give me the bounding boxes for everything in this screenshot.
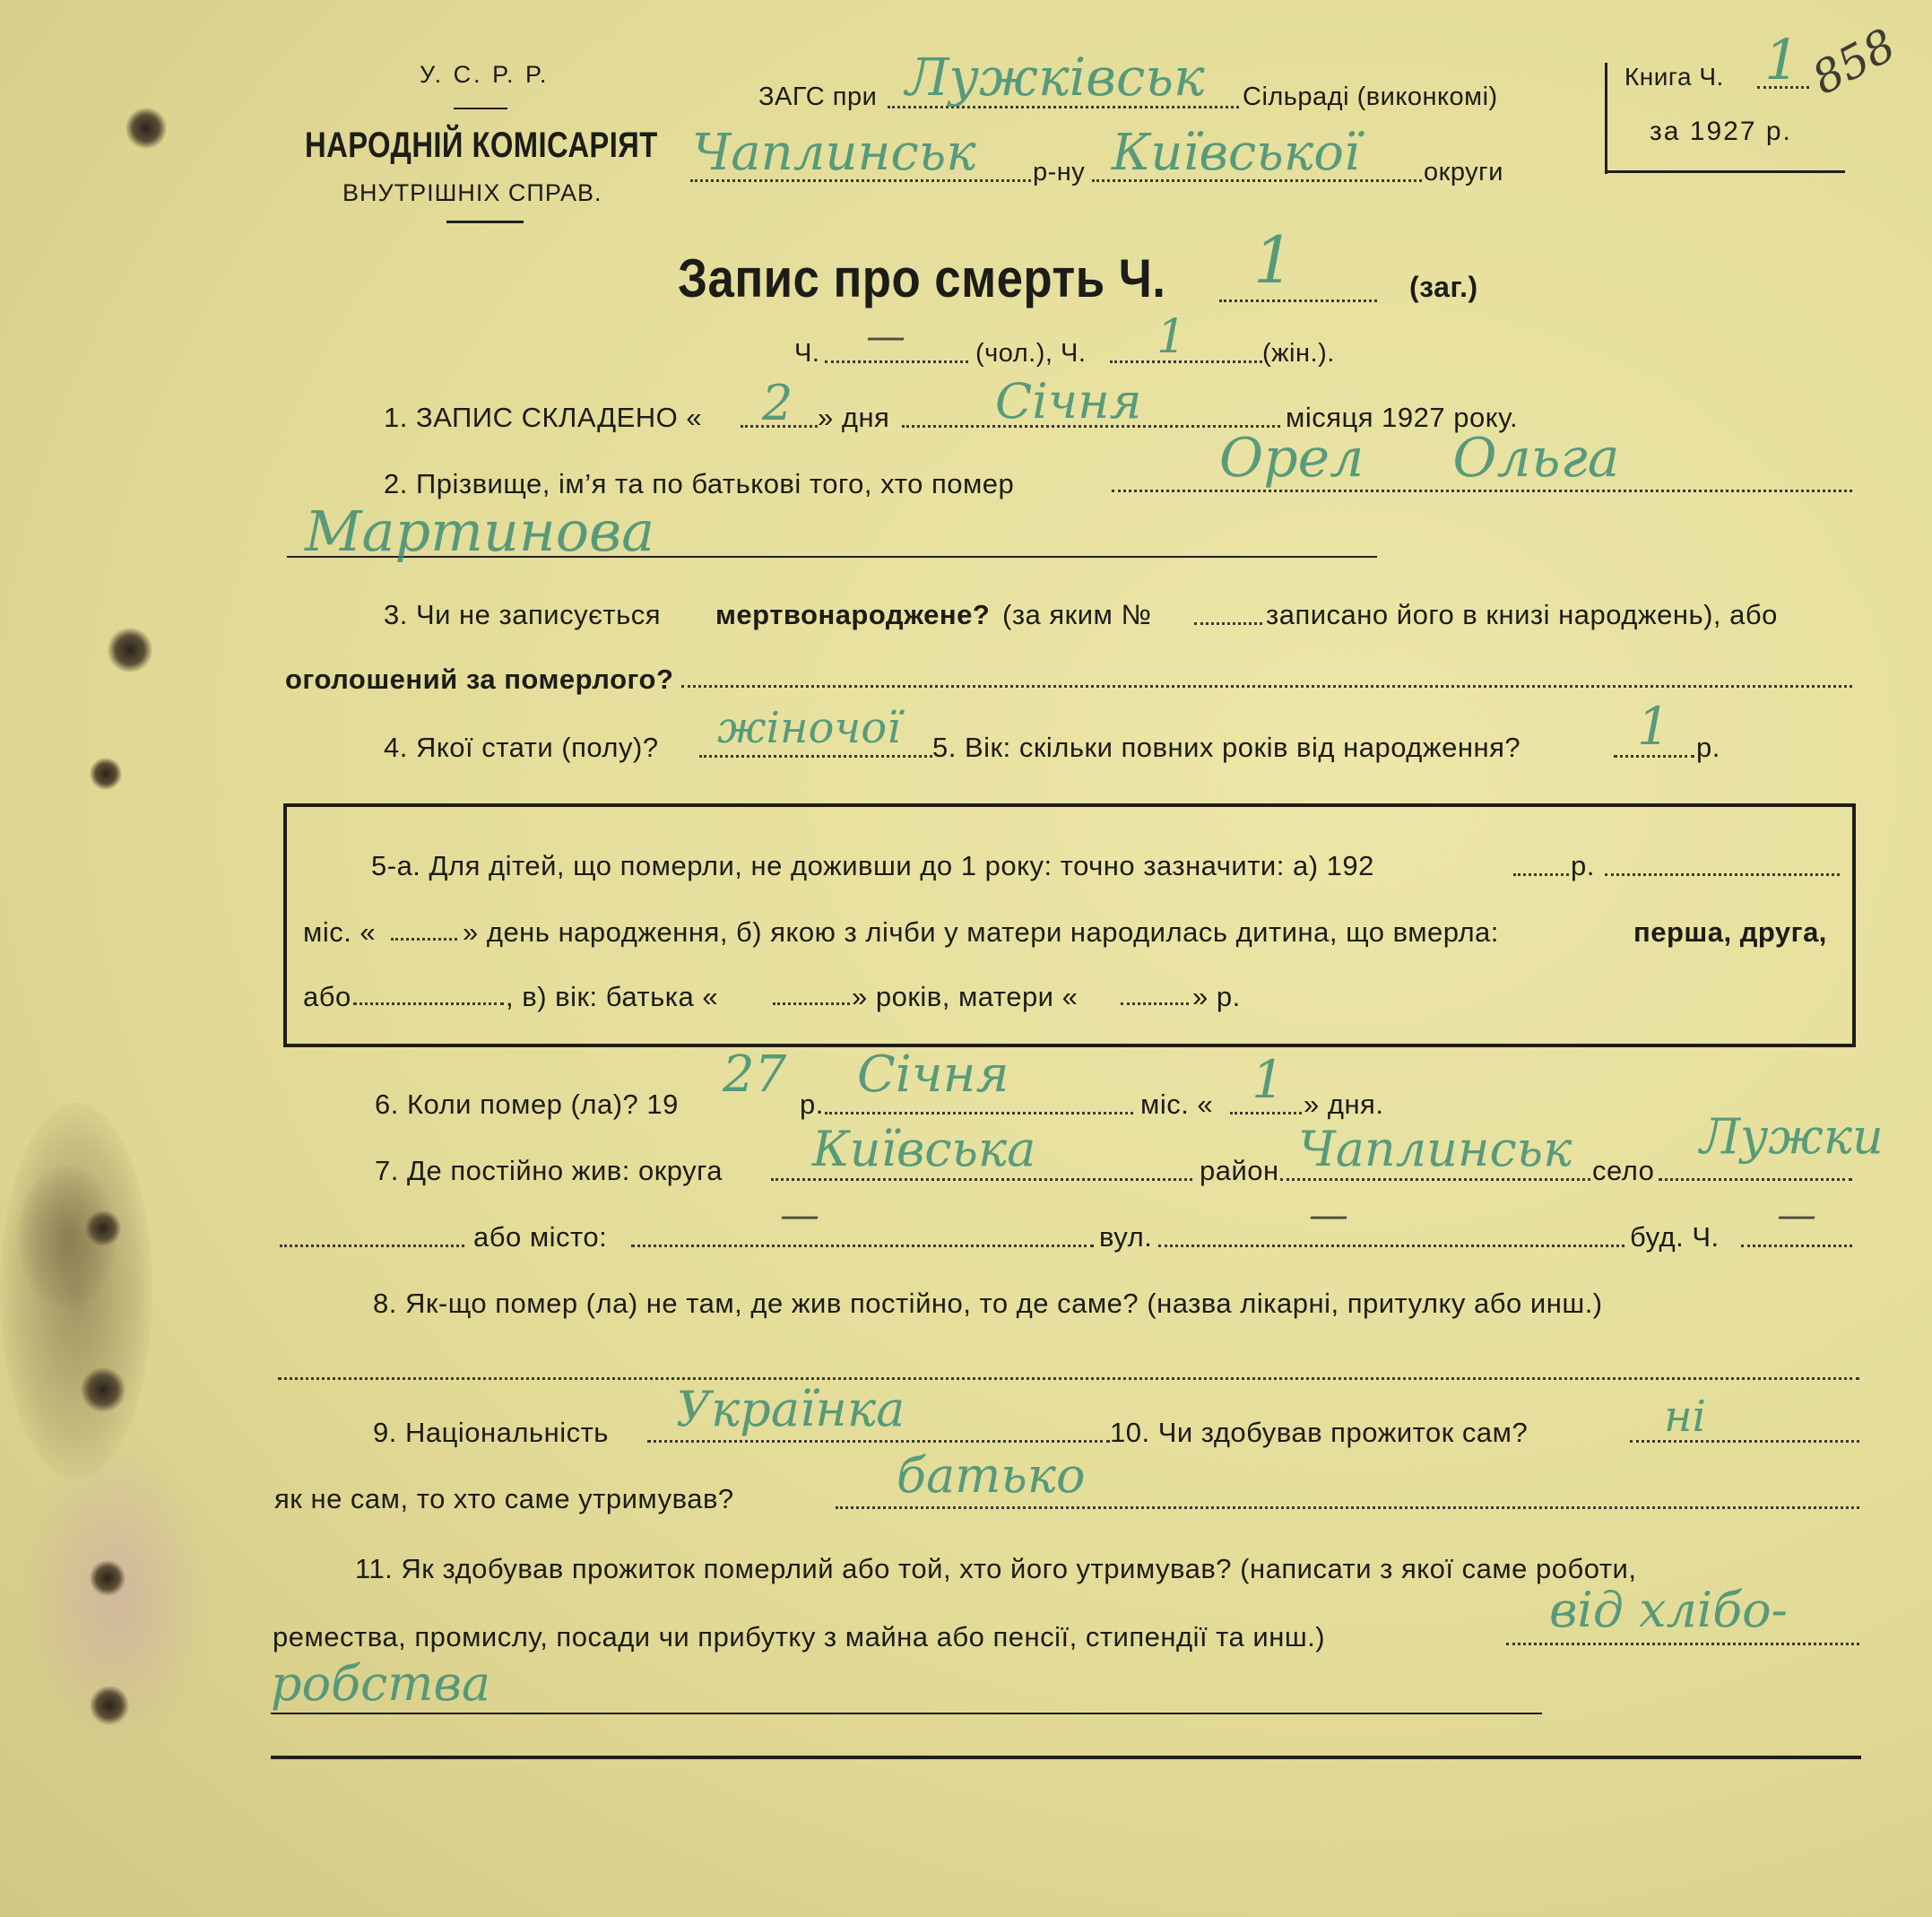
q3-number-label: (за яким № — [1002, 599, 1152, 630]
ch-label: Ч. — [794, 339, 820, 368]
q9-field — [647, 1440, 1110, 1443]
q6-year-handwriting: 27 — [723, 1045, 787, 1104]
divider — [446, 221, 524, 223]
q5a-father-label: , в) вік: батька « — [506, 981, 719, 1012]
record-number-handwriting: 1 — [1253, 222, 1295, 298]
q2-label: 2. Прізвище, ім’я та по батькові того, хто помер — [384, 468, 1015, 499]
q2-name-field — [1112, 490, 1852, 492]
q5a-line2: » день народження, б) якою з лічби у матери народилась дитина, що вмерла: — [463, 916, 1499, 948]
q7-bud-field — [1741, 1245, 1852, 1247]
q9-handwriting: Українка — [676, 1381, 905, 1437]
q7-selo-field — [1659, 1178, 1852, 1181]
q5a-month-label: міс. « — [303, 916, 377, 948]
punch-hole — [90, 1686, 129, 1725]
q6-day-handwriting: 1 — [1252, 1049, 1285, 1110]
q3-stillborn: мертвонароджене? — [715, 599, 991, 630]
q3-number-field — [1194, 622, 1262, 625]
q6-label: 6. Коли помер (ла)? 19 — [375, 1089, 679, 1120]
q9-label: 9. Національність — [373, 1417, 609, 1448]
q1-year-label: місяця 1927 року. — [1286, 402, 1519, 433]
q11-label: 11. Як здобував прожиток померлий або той, хто його утримував? (написати з якої саме роботи, — [355, 1553, 1637, 1584]
silradi-label: Сільраді (виконкомі) — [1243, 82, 1498, 111]
q1-day-label: » дня — [818, 402, 890, 433]
punch-hole — [81, 1367, 126, 1412]
q5a-mother-unit: » р. — [1192, 981, 1241, 1012]
internal-affairs-label: ВНУТРІШНІХ СПРАВ. — [342, 179, 602, 206]
q7-bud-label: буд. Ч. — [1630, 1221, 1720, 1253]
q5a-year-unit: р. — [1571, 850, 1595, 881]
q6-month-field — [825, 1112, 1133, 1115]
q4-label: 4. Якої стати (полу)? — [384, 732, 659, 763]
q7-selo-handwriting: Лужки — [1700, 1108, 1884, 1165]
q1-month-handwriting: Січня — [995, 373, 1142, 429]
q5a-day-field — [391, 938, 457, 941]
q2-name-handwriting: Орел Ольга — [1219, 427, 1620, 490]
q7-misto-field — [631, 1245, 1094, 1247]
q3-declared-field — [681, 685, 1852, 688]
q6-month-label: міс. « — [1140, 1089, 1214, 1120]
q5-age-handwriting: 1 — [1637, 696, 1670, 757]
q7-vul-handwriting: — — [1309, 1193, 1348, 1238]
q10b-handwriting: батько — [897, 1447, 1086, 1504]
q5-unit: р. — [1696, 732, 1720, 763]
okruhy-label: округи — [1424, 158, 1503, 186]
q11-label-continued: ремества, промислу, посади чи прибутку з майна або пенсії, стипендії та инш.) — [273, 1621, 1326, 1652]
punch-hole — [90, 758, 122, 790]
q11-handwriting: від хлібо- — [1549, 1582, 1788, 1638]
q3-declared-dead: оголошений за померлого? — [285, 664, 674, 695]
punch-hole — [90, 1560, 126, 1596]
q11-field — [1506, 1643, 1859, 1645]
q6-day-field — [1230, 1112, 1302, 1115]
q4-sex-handwriting: жіночої — [717, 703, 901, 753]
q7-okruha-field — [771, 1178, 1192, 1181]
q7-raion-field — [1280, 1178, 1590, 1181]
zag-label: (заг.) — [1409, 271, 1478, 303]
zhin-handwriting: 1 — [1157, 310, 1187, 364]
raion-handwriting: Чаплинськ — [692, 124, 976, 182]
book-number-handwriting: 1 — [1764, 27, 1800, 92]
q7-misto-handwriting: — — [780, 1193, 819, 1238]
q5a-birth-order: перша, друга, — [1633, 916, 1827, 948]
q6-day-label: » дня. — [1304, 1089, 1384, 1120]
commissariat-title: НАРОДНІЙ КОМІСАРІЯТ — [305, 126, 658, 165]
ussr-label: У. С. Р. Р. — [420, 61, 550, 88]
q7-vul-field — [1158, 1245, 1624, 1247]
q7-bud-handwriting: — — [1777, 1193, 1816, 1238]
q6-month-handwriting: Січня — [857, 1045, 1009, 1104]
q1-label: 1. ЗАПИС СКЛАДЕНО « — [384, 402, 703, 433]
r-nu-label: р-ну — [1033, 158, 1086, 186]
q10b-field — [836, 1506, 1859, 1509]
q7-selo-label: село — [1592, 1155, 1655, 1186]
q8-label: 8. Як-що помер (ла) не там, де жив постійно, то де саме? (назва лікарні, притулку або инш.) — [373, 1288, 1603, 1319]
corner-number-handwriting: 858 — [1803, 18, 1904, 106]
q8-field — [278, 1377, 1859, 1380]
q7-label: 7. Де постійно жив: округа — [375, 1155, 723, 1186]
q7-selo-continued — [280, 1245, 464, 1247]
q4-sex-field — [699, 755, 932, 758]
zhin-label: (жін.). — [1262, 339, 1335, 368]
q10-handwriting: ні — [1664, 1392, 1706, 1442]
punch-hole — [126, 108, 167, 149]
book-label: Книга Ч. — [1624, 63, 1724, 91]
zags-handwriting: Лужківськ — [905, 47, 1205, 108]
book-box-left — [1605, 63, 1607, 174]
q10-label: 10. Чи здобував прожиток сам? — [1110, 1417, 1529, 1448]
punch-hole — [108, 628, 152, 672]
divider — [454, 108, 507, 109]
book-box-bottom — [1605, 170, 1845, 173]
q3-label: 3. Чи не записується — [384, 599, 662, 630]
q7-raion-label: район — [1200, 1155, 1279, 1186]
book-year: за 1927 р. — [1650, 117, 1792, 146]
chol-label: (чол.), Ч. — [975, 339, 1087, 368]
q5a-father-field — [773, 1002, 850, 1005]
q5a-or-label: або — [303, 981, 351, 1012]
chol-handwriting: — — [866, 314, 905, 360]
q3-register-label: записано його в книзі народжень), або — [1266, 599, 1778, 630]
q5a-mother-label: » років, матери « — [852, 981, 1079, 1012]
q6-year-unit: р. — [800, 1089, 824, 1120]
okruha-handwriting: Київської — [1112, 124, 1360, 182]
q2-patronymic-handwriting: Мартинова — [305, 499, 655, 564]
q5a-year-tail — [1605, 873, 1840, 876]
q11-second-line — [271, 1713, 1542, 1714]
q7-raion-handwriting: Чаплинськ — [1298, 1121, 1572, 1177]
q10b-label: як не сам, то хто саме утримував? — [274, 1483, 734, 1514]
record-number-field — [1219, 299, 1377, 302]
q5a-line1: 5-а. Для дітей, що померли, не доживши до 1 року: точно зазначити: а) 192 — [371, 850, 1374, 881]
q5-label: 5. Вік: скільки повних років від народження? — [932, 732, 1521, 763]
q5a-mother-field — [1121, 1002, 1189, 1005]
punch-hole — [85, 1210, 121, 1246]
q7-vul-label: вул. — [1099, 1221, 1153, 1253]
q1-day-handwriting: 2 — [762, 375, 793, 431]
record-title: Запис про смерть Ч. — [678, 248, 1166, 308]
closing-rule — [271, 1756, 1861, 1759]
zags-label: ЗАГС при — [758, 82, 878, 111]
q11-handwriting-continued: робства — [271, 1655, 491, 1712]
q5a-year-field — [1513, 873, 1569, 876]
q7-okruha-handwriting: Київська — [812, 1121, 1036, 1177]
q7-misto-label: або місто: — [473, 1221, 608, 1253]
chol-field — [825, 360, 968, 363]
q5a-or-field — [353, 1002, 504, 1005]
